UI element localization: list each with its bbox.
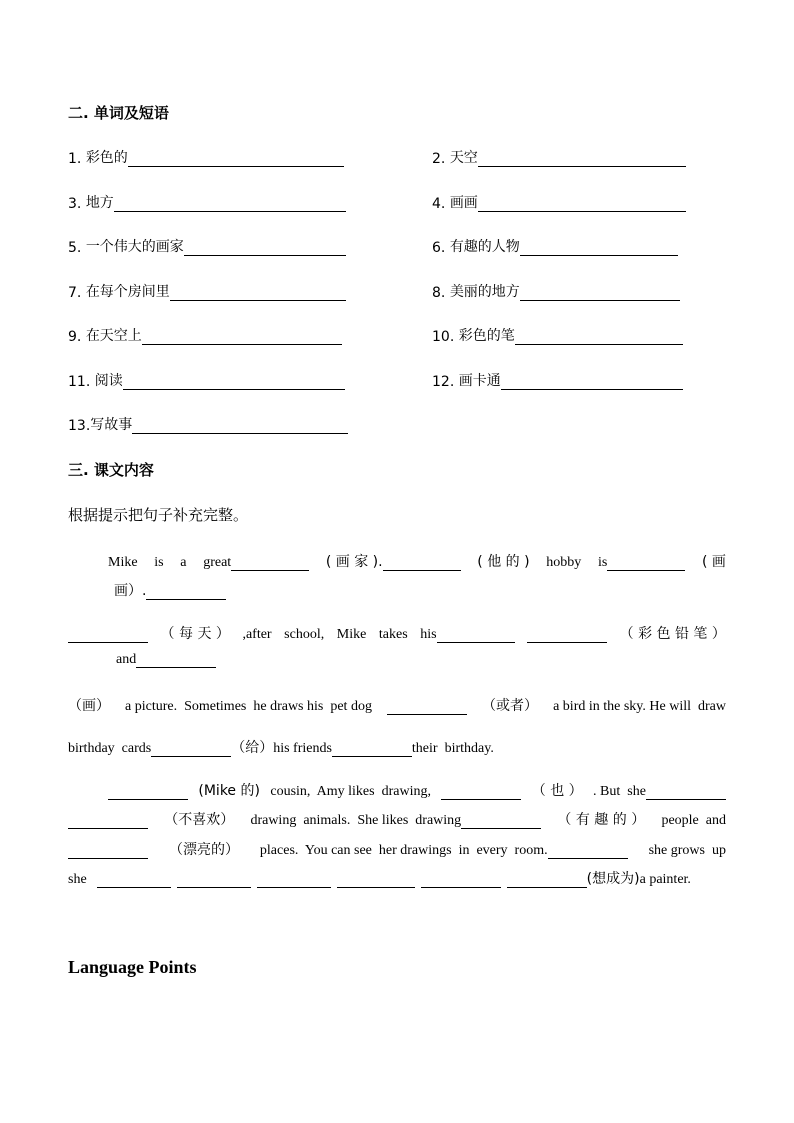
p1-line-1 xyxy=(108,551,726,571)
vocab-item-8 xyxy=(432,281,680,301)
word: she grows up xyxy=(648,843,726,858)
sentence-text: a bird in the sky. He will draw xyxy=(553,699,726,714)
hint-painter: ( 画 家 ). xyxy=(325,554,383,570)
hint-his: ( 他 的 ) xyxy=(477,554,530,570)
hint-draw: （画） xyxy=(68,698,110,714)
hint-want-to-be: (想成为) xyxy=(586,871,640,887)
hint-everyday: （ 每 天 ） xyxy=(160,626,230,642)
item-number: 8. xyxy=(432,285,446,301)
vocab-item-7 xyxy=(68,281,346,301)
word: ,after xyxy=(242,627,272,642)
word: a xyxy=(180,555,187,570)
hint-or: （或者） xyxy=(482,698,539,714)
answer-blank[interactable] xyxy=(123,375,345,390)
answer-blank[interactable] xyxy=(332,742,412,757)
item-text: 写故事 xyxy=(90,417,133,433)
word: takes xyxy=(378,627,408,642)
vocab-item-13 xyxy=(68,414,348,434)
hint-give: （给） xyxy=(231,740,274,756)
word: Mike xyxy=(336,627,367,642)
answer-blank[interactable] xyxy=(170,286,346,301)
vocab-item-9 xyxy=(68,325,342,345)
answer-blank[interactable] xyxy=(146,585,226,600)
answer-blank[interactable] xyxy=(515,330,683,345)
hint-paint-open: ( 画 xyxy=(701,554,726,570)
item-number: 5. xyxy=(68,240,82,256)
hint-mikes: (Mike 的) xyxy=(198,783,260,799)
item-number: 2. xyxy=(432,151,446,167)
answer-blank[interactable] xyxy=(97,873,171,888)
answer-blank[interactable] xyxy=(646,785,726,800)
word: school, xyxy=(284,627,325,642)
instruction-text: 根据提示把句子补充完整。 xyxy=(68,506,249,524)
word: is xyxy=(154,555,164,570)
item-text: 彩色的笔 xyxy=(458,328,515,344)
vocab-item-4 xyxy=(432,192,686,212)
p2-line-4 xyxy=(68,868,691,888)
sentence-text: cousin, Amy likes drawing, xyxy=(270,784,431,799)
hint-interesting: （ 有 趣 的 ） xyxy=(557,812,646,828)
answer-blank[interactable] xyxy=(607,556,685,571)
answer-blank[interactable] xyxy=(114,197,346,212)
answer-blank[interactable] xyxy=(507,873,587,888)
answer-blank[interactable] xyxy=(337,873,415,888)
item-number: 1. xyxy=(68,151,82,167)
answer-blank[interactable] xyxy=(548,844,628,859)
answer-blank[interactable] xyxy=(520,286,680,301)
answer-blank[interactable] xyxy=(151,742,231,757)
p2-line-3 xyxy=(68,839,726,859)
answer-blank[interactable] xyxy=(177,873,251,888)
vocab-item-1 xyxy=(68,147,344,167)
p1-line-2 xyxy=(114,580,226,600)
item-text: 地方 xyxy=(85,195,114,211)
vocab-item-5 xyxy=(68,236,346,256)
answer-blank[interactable] xyxy=(68,628,148,643)
word: great xyxy=(203,555,232,570)
answer-blank[interactable] xyxy=(527,628,607,643)
word: a painter. xyxy=(639,872,691,887)
vocab-item-2 xyxy=(432,147,686,167)
item-text: 天空 xyxy=(449,150,478,166)
answer-blank[interactable] xyxy=(231,556,309,571)
word: and xyxy=(116,652,137,667)
hint-dislike: （不喜欢） xyxy=(164,812,235,828)
hint-also: （ 也 ） xyxy=(531,783,583,799)
item-text: 有趣的人物 xyxy=(449,239,520,255)
item-text: 一个伟大的画家 xyxy=(85,239,184,255)
word: she xyxy=(68,872,87,887)
word: Mike xyxy=(108,555,138,570)
sentence-text: places. You can see her drawings in every room. xyxy=(259,843,548,858)
p2-line-1 xyxy=(108,780,726,800)
vocab-item-10 xyxy=(432,325,683,345)
answer-blank[interactable] xyxy=(387,700,467,715)
word: people and xyxy=(661,813,726,828)
vocab-item-3 xyxy=(68,192,346,212)
p1-line-6 xyxy=(68,737,494,757)
word: his friends xyxy=(273,741,332,756)
item-text: 彩色的 xyxy=(85,150,128,166)
answer-blank[interactable] xyxy=(421,873,501,888)
answer-blank[interactable] xyxy=(128,152,344,167)
item-text: 在每个房间里 xyxy=(85,284,170,300)
sentence-text: drawing animals. She likes drawing xyxy=(250,813,462,828)
item-number: 3. xyxy=(68,196,82,212)
word: his xyxy=(420,627,437,642)
item-number: 12. xyxy=(432,374,455,390)
p1-line-4 xyxy=(116,652,216,668)
item-text: 画卡通 xyxy=(458,373,501,389)
answer-blank[interactable] xyxy=(68,844,148,859)
p1-line-3 xyxy=(68,623,726,643)
language-points-heading: Language Points xyxy=(68,957,197,977)
answer-blank[interactable] xyxy=(520,241,678,256)
answer-blank[interactable] xyxy=(108,785,188,800)
item-number: 4. xyxy=(432,196,446,212)
section-2-heading: 二. 单词及短语 xyxy=(68,104,169,122)
item-text: 在天空上 xyxy=(85,328,142,344)
item-number: 13. xyxy=(68,418,91,434)
answer-blank[interactable] xyxy=(478,152,686,167)
answer-blank[interactable] xyxy=(478,197,686,212)
item-text: 美丽的地方 xyxy=(449,284,520,300)
vocab-item-11 xyxy=(68,370,345,390)
p1-line-5 xyxy=(68,695,726,715)
vocab-item-6 xyxy=(432,236,678,256)
hint-beautiful: （漂亮的） xyxy=(168,842,239,858)
answer-blank[interactable] xyxy=(257,873,331,888)
word: birthday cards xyxy=(68,741,152,756)
answer-blank[interactable] xyxy=(132,419,348,434)
answer-blank[interactable] xyxy=(142,330,342,345)
section-3-heading: 三. 课文内容 xyxy=(68,461,154,479)
item-number: 11. xyxy=(68,374,91,390)
item-number: 6. xyxy=(432,240,446,256)
word: is xyxy=(597,555,608,570)
item-number: 10. xyxy=(432,329,455,345)
item-text: 画画 xyxy=(449,195,478,211)
word: . But she xyxy=(593,784,646,799)
vocab-item-12 xyxy=(432,370,683,390)
answer-blank[interactable] xyxy=(136,653,216,668)
word: hobby xyxy=(546,555,582,570)
answer-blank[interactable] xyxy=(184,241,346,256)
answer-blank[interactable] xyxy=(501,375,683,390)
item-text: 阅读 xyxy=(94,373,123,389)
answer-blank[interactable] xyxy=(383,556,461,571)
hint-paint-close: 画）. xyxy=(114,583,147,599)
answer-blank[interactable] xyxy=(461,814,541,829)
p2-line-2 xyxy=(68,809,726,829)
answer-blank[interactable] xyxy=(68,814,148,829)
item-number: 7. xyxy=(68,285,82,301)
answer-blank[interactable] xyxy=(437,628,515,643)
answer-blank[interactable] xyxy=(441,785,521,800)
item-number: 9. xyxy=(68,329,82,345)
sentence-text: a picture. Sometimes he draws his pet dog xyxy=(125,699,372,714)
word: their birthday. xyxy=(411,741,494,756)
hint-colour-pencils: （ 彩 色 铅 笔 ） xyxy=(619,626,726,642)
